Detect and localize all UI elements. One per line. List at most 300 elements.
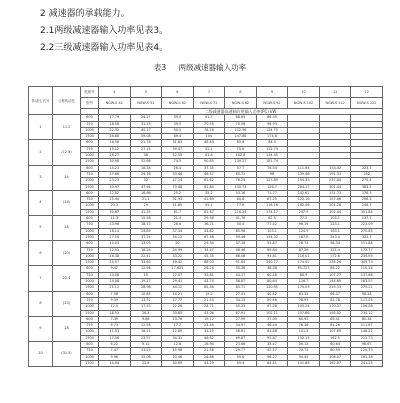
input-power-table bbox=[28, 86, 383, 367]
power-cell: 80.64 bbox=[256, 279, 288, 285]
power-cell: 15.58 bbox=[130, 216, 162, 222]
power-cell: 174.17 bbox=[256, 209, 288, 215]
power-cell: 122.16 bbox=[288, 197, 320, 203]
power-cell: 14.21 bbox=[162, 291, 194, 297]
power-cell: 24.89 bbox=[130, 228, 162, 234]
speed-cell: 1500 bbox=[81, 134, 99, 140]
power-cell: 45.35 bbox=[193, 253, 225, 259]
speed-cell: 1000 bbox=[81, 203, 99, 209]
power-cell: 301.44 bbox=[319, 184, 351, 190]
power-cell: 46.57 bbox=[193, 171, 225, 177]
power-cell: 116.16 bbox=[256, 203, 288, 209]
power-cell: 284.17 bbox=[288, 184, 320, 190]
power-cell: 27.16 bbox=[99, 234, 131, 240]
power-cell: 61.7 bbox=[193, 115, 225, 121]
power-cell: 36 bbox=[130, 153, 162, 159]
power-cell: 11.53 bbox=[99, 329, 131, 335]
power-cell: 19.12 bbox=[99, 146, 131, 152]
power-cell: 62.5 bbox=[256, 216, 288, 222]
power-cell: 156.08 bbox=[351, 304, 383, 310]
power-cell: 12.5 bbox=[99, 304, 131, 310]
power-cell: 56.13 bbox=[288, 341, 320, 347]
power-cell: 103.1 bbox=[256, 228, 288, 234]
power-cell: 31.93 bbox=[162, 197, 194, 203]
ratio-code-cell: 3 bbox=[29, 165, 53, 190]
power-cell: 41.35 bbox=[130, 209, 162, 215]
power-cell: 50.46 bbox=[256, 297, 288, 303]
power-cell: 29.56 bbox=[193, 216, 225, 222]
power-cell: 13.52 bbox=[130, 297, 162, 303]
power-cell: 147.88 bbox=[225, 134, 257, 140]
power-cell: 206.5 bbox=[351, 197, 383, 203]
power-cell: 15.06 bbox=[130, 354, 162, 360]
header-size-label: 机座号 bbox=[81, 87, 99, 98]
speed-cell: 1500 bbox=[81, 335, 99, 341]
header-model-3: NGW-S 72 bbox=[193, 98, 225, 109]
ratio-code-cell: 8 bbox=[29, 291, 53, 316]
speed-cell: 1500 bbox=[81, 260, 99, 266]
speed-cell: 600 bbox=[81, 216, 99, 222]
power-cell: 17.66 bbox=[99, 171, 131, 177]
power-cell: 52.55 bbox=[162, 153, 194, 159]
speed-cell: 600 bbox=[81, 165, 99, 171]
power-cell: 17.79 bbox=[99, 115, 131, 121]
power-cell: 59.08 bbox=[130, 134, 162, 140]
power-cell: 76.24 bbox=[225, 178, 257, 184]
power-cell: 22.32 bbox=[99, 127, 131, 133]
power-cell: 140.77 bbox=[256, 260, 288, 266]
speed-cell: 750 bbox=[81, 297, 99, 303]
power-cell: 174.8 bbox=[256, 134, 288, 140]
power-cell: 34.97 bbox=[225, 323, 257, 329]
power-cell: 17.2 bbox=[162, 323, 194, 329]
power-cell: 32 bbox=[130, 178, 162, 184]
power-cell: 162.07 bbox=[319, 360, 351, 366]
power-cell: 12.58 bbox=[130, 323, 162, 329]
power-cell: 7.47 bbox=[99, 348, 131, 354]
power-cell: 29.41 bbox=[162, 279, 194, 285]
power-cell: 55.1 bbox=[193, 203, 225, 209]
power-cell: 41.85 bbox=[162, 203, 194, 209]
power-cell: 27.15 bbox=[130, 146, 162, 152]
power-cell: 17.625 bbox=[162, 266, 194, 272]
power-cell: 65.96 bbox=[225, 228, 257, 234]
power-cell: 112.74 bbox=[256, 146, 288, 152]
power-cell: 49.42 bbox=[162, 260, 194, 266]
power-cell: 43.29 bbox=[193, 360, 225, 366]
header-model-5: NGW-S 92 bbox=[256, 98, 288, 109]
power-cell: 96.19 bbox=[288, 222, 320, 228]
power-cell: 12.96 bbox=[130, 266, 162, 272]
power-cell: 30.67 bbox=[99, 209, 131, 215]
power-cell: 124.9 bbox=[288, 228, 320, 234]
intro-line-3: 2.2三级减速器输入功率见表4。 bbox=[40, 43, 169, 53]
power-cell: 215.53 bbox=[319, 285, 351, 291]
power-cell: 9.96 bbox=[99, 354, 131, 360]
power-cell: 61.6 bbox=[193, 153, 225, 159]
power-cell: 77.2 bbox=[288, 216, 320, 222]
power-cell: 66.08 bbox=[225, 253, 257, 259]
power-cell: 91.64 bbox=[225, 260, 257, 266]
header-size-1: 5 bbox=[130, 87, 162, 98]
nominal-ratio-cell: (12.5) bbox=[53, 140, 81, 165]
power-cell: 124.75 bbox=[256, 127, 288, 133]
power-cell: 65.727 bbox=[288, 266, 320, 272]
header-size-2: 6 bbox=[162, 87, 194, 98]
power-cell: 96.93 bbox=[256, 121, 288, 127]
ratio-code-cell: 4 bbox=[29, 190, 53, 215]
power-cell: 80.34 bbox=[351, 316, 383, 322]
power-cell: 223.09 bbox=[351, 222, 383, 228]
power-cell: 7.39 bbox=[99, 316, 131, 322]
power-cell: 322.7 bbox=[351, 234, 383, 240]
header-nominal-ratio: 公称传动比 bbox=[53, 87, 81, 115]
header-row-sizes bbox=[29, 87, 383, 98]
power-cell: 41.76 bbox=[225, 216, 257, 222]
power-cell: 69.4 bbox=[162, 134, 194, 140]
power-cell: 77.6 bbox=[225, 203, 257, 209]
power-cell: 21.53 bbox=[193, 297, 225, 303]
power-cell: 46.82 bbox=[193, 335, 225, 341]
power-cell: 98.28 bbox=[351, 291, 383, 297]
power-cell: 78.93 bbox=[288, 297, 320, 303]
power-cell: 86.9 bbox=[288, 272, 320, 278]
power-cell: 81.87 bbox=[193, 209, 225, 215]
power-cell: 50.4 bbox=[225, 222, 257, 228]
power-cell: 252 bbox=[351, 171, 383, 177]
power-cell: 248.7 bbox=[351, 203, 383, 209]
power-cell: 15.44 bbox=[99, 197, 131, 203]
ratio-code-cell: 10 bbox=[29, 341, 53, 366]
power-cell: 26.88 bbox=[99, 134, 131, 140]
power-cell: 11.3 bbox=[99, 216, 131, 222]
power-cell: 67.28 bbox=[256, 304, 288, 310]
header-model-8: NGW-S 122 bbox=[351, 98, 383, 109]
power-cell: 17.53 bbox=[130, 304, 162, 310]
power-cell: 22.07 bbox=[162, 272, 194, 278]
power-cell: 7.98 bbox=[99, 291, 131, 297]
power-cell: 46.44 bbox=[256, 323, 288, 329]
power-cell: 134.45 bbox=[256, 153, 288, 159]
power-cell: 126.7 bbox=[256, 184, 288, 190]
power-cell: 14.08 bbox=[99, 279, 131, 285]
power-cell: 60.6 bbox=[225, 197, 257, 203]
nominal-ratio-cell: 28 bbox=[53, 316, 81, 341]
power-cell: 30.97 bbox=[99, 184, 131, 190]
power-cell: 165.52 bbox=[319, 310, 351, 316]
power-cell: 10.03 bbox=[99, 241, 131, 247]
power-cell: 102.61 bbox=[288, 190, 320, 196]
power-cell: 67.48 bbox=[193, 234, 225, 240]
power-cell: 50.5 bbox=[162, 127, 194, 133]
header-size-4: 8 bbox=[225, 87, 257, 98]
power-cell: 85.71 bbox=[225, 285, 257, 291]
power-cell: 23.23 bbox=[99, 178, 131, 184]
power-cell: 183.57 bbox=[351, 279, 383, 285]
power-cell: 33.47 bbox=[256, 341, 288, 347]
power-cell: 28.98 bbox=[130, 285, 162, 291]
power-cell: 26.24 bbox=[193, 266, 225, 272]
power-cell: 110.37 bbox=[319, 304, 351, 310]
power-cell: 19.2 bbox=[193, 291, 225, 297]
power-cell: 43.06 bbox=[193, 310, 225, 316]
power-cell: 23.66 bbox=[225, 341, 257, 347]
power-cell: 8.73 bbox=[99, 323, 131, 329]
power-cell: 13.76 bbox=[162, 316, 194, 322]
power-cell: 24.57 bbox=[99, 260, 131, 266]
power-cell: 15 bbox=[130, 272, 162, 278]
power-cell: 47.94 bbox=[130, 184, 162, 190]
power-cell: 139.46 bbox=[288, 171, 320, 177]
power-cell: 21.78 bbox=[130, 140, 162, 146]
power-cell: 102.11 bbox=[256, 310, 288, 316]
power-cell: 30.98 bbox=[99, 159, 131, 165]
speed-cell: 1500 bbox=[81, 209, 99, 215]
intro-line-2: 2.1两级减速器输入功率见表3。 bbox=[40, 26, 169, 36]
speed-cell: 1000 bbox=[81, 354, 99, 360]
power-cell: 191.33 bbox=[319, 171, 351, 177]
power-cell: 59.4 bbox=[225, 360, 257, 366]
power-cell: 77.52 bbox=[256, 222, 288, 228]
ratio-code-cell: 7 bbox=[29, 266, 53, 291]
header-power-caption: 二级减速器高速轴许用输入功率(P1) kW bbox=[99, 109, 383, 115]
table-caption: 两级减速器输入功率 bbox=[178, 63, 247, 72]
power-cell: 15.98 bbox=[162, 348, 194, 354]
power-cell: 76.16 bbox=[288, 323, 320, 329]
nominal-ratio-cell: (20) bbox=[53, 241, 81, 266]
power-cell: 157.06 bbox=[319, 197, 351, 203]
power-cell: 23.44 bbox=[193, 323, 225, 329]
power-cell: 144.69 bbox=[319, 279, 351, 285]
power-cell: 24.27 bbox=[130, 115, 162, 121]
power-cell: 28.71 bbox=[193, 304, 225, 310]
power-cell: 16.58 bbox=[99, 140, 131, 146]
header-model-0: NGW-S 42 bbox=[99, 98, 131, 109]
header-ratio-code: 传动比 代号 bbox=[29, 87, 53, 115]
power-cell: 60.64 bbox=[319, 341, 351, 347]
speed-cell: 750 bbox=[81, 171, 99, 177]
power-cell: 94.45 bbox=[288, 354, 320, 360]
power-cell: 235.26 bbox=[319, 260, 351, 266]
power-cell: 74.5 bbox=[162, 159, 194, 165]
power-cell: 36.71 bbox=[193, 222, 225, 228]
speed-cell: 750 bbox=[81, 222, 99, 228]
power-cell: 40.42 bbox=[256, 291, 288, 297]
power-cell: 55.87 bbox=[256, 241, 288, 247]
power-cell: 154.33 bbox=[288, 178, 320, 184]
speed-cell: 1000 bbox=[81, 279, 99, 285]
power-cell: 22.89 bbox=[162, 329, 194, 335]
speed-cell: 600 bbox=[81, 190, 99, 196]
power-cell: 130.73 bbox=[225, 184, 257, 190]
power-cell: 21.1 bbox=[130, 197, 162, 203]
power-cell: 78.16 bbox=[193, 127, 225, 133]
power-cell: 16.21 bbox=[130, 329, 162, 335]
speed-cell: 750 bbox=[81, 121, 99, 127]
power-cell: 35.36 bbox=[225, 266, 257, 272]
power-cell: 75.6 bbox=[225, 146, 257, 152]
power-cell: 47.14 bbox=[162, 178, 194, 184]
header-model-1: NGW-S 52 bbox=[130, 98, 162, 109]
power-cell: 383.5 bbox=[351, 184, 383, 190]
power-cell: 93.81 bbox=[256, 253, 288, 259]
power-cell: 44.17 bbox=[225, 272, 257, 278]
power-cell: 35.2 bbox=[193, 190, 225, 196]
power-cell: 26.4 bbox=[162, 165, 194, 171]
power-cell: 117.05 bbox=[351, 297, 383, 303]
power-cell: 22.41 bbox=[130, 253, 162, 259]
power-cell: 20 bbox=[162, 241, 194, 247]
power-cell: 65.58 bbox=[193, 285, 225, 291]
nominal-ratio-cell: 22.4 bbox=[53, 266, 81, 291]
power-cell: 39.47 bbox=[162, 146, 194, 152]
power-cell: 121.4 bbox=[319, 247, 351, 253]
power-cell: 111.67 bbox=[351, 323, 383, 329]
power-cell: 18.53 bbox=[99, 310, 131, 316]
power-cell: 141.68 bbox=[288, 360, 320, 366]
speed-cell: 1500 bbox=[81, 285, 99, 291]
speed-cell: 1500 bbox=[81, 159, 99, 165]
nominal-ratio-cell: 11.2 bbox=[53, 115, 81, 140]
speed-cell: 1500 bbox=[81, 234, 99, 240]
power-cell: 76.74 bbox=[288, 241, 320, 247]
power-cell: 39.5 bbox=[162, 121, 194, 127]
power-cell: 39.6 bbox=[225, 354, 257, 360]
power-cell: 275.21 bbox=[351, 285, 383, 291]
power-cell: 108.07 bbox=[319, 354, 351, 360]
header-size-0: 4 bbox=[99, 87, 131, 98]
power-cell: 105.24 bbox=[288, 304, 320, 310]
power-cell: 172.77 bbox=[351, 247, 383, 253]
power-cell: 247.9 bbox=[288, 209, 320, 215]
power-cell: 68.03 bbox=[193, 260, 225, 266]
power-cell: 98 bbox=[256, 171, 288, 177]
power-cell: 12.51 bbox=[99, 247, 131, 253]
power-cell: 46.61 bbox=[225, 329, 257, 335]
power-cell: 60.92 bbox=[288, 316, 320, 322]
power-cell: 24.16 bbox=[130, 171, 162, 177]
power-cell: 152.13 bbox=[288, 335, 320, 341]
power-cell: 11.25 bbox=[130, 348, 162, 354]
power-cell: 28.86 bbox=[193, 354, 225, 360]
power-cell: 9.12 bbox=[130, 341, 162, 347]
speed-cell: 750 bbox=[81, 146, 99, 152]
speed-cell: 600 bbox=[81, 266, 99, 272]
ratio-code-cell: 2 bbox=[29, 140, 53, 165]
power-cell: 29.77 bbox=[225, 348, 257, 354]
power-cell: 31.15 bbox=[130, 121, 162, 127]
power-cell: 87.26 bbox=[288, 247, 320, 253]
speed-cell: 750 bbox=[81, 323, 99, 329]
power-cell: 102.8 bbox=[225, 153, 257, 159]
intro-text bbox=[40, 6, 168, 57]
power-cell: 27.99 bbox=[225, 316, 257, 322]
power-cell: 137.7 bbox=[351, 216, 383, 222]
power-cell: 82.78 bbox=[319, 297, 351, 303]
power-cell: 70.73 bbox=[288, 348, 320, 354]
power-cell: 175.03 bbox=[288, 285, 320, 291]
speed-cell: 750 bbox=[81, 272, 99, 278]
power-cell: 9.42 bbox=[99, 266, 131, 272]
power-cell: 162.5 bbox=[319, 335, 351, 341]
header-model-6: NGW-S 102 bbox=[288, 98, 320, 109]
power-cell: 37.18 bbox=[225, 241, 257, 247]
power-cell: 66.37 bbox=[319, 291, 351, 297]
power-cell: 37.05 bbox=[256, 316, 288, 322]
power-cell: 26.27 bbox=[99, 153, 131, 159]
power-cell: 61.7 bbox=[162, 209, 194, 215]
speed-cell: 750 bbox=[81, 197, 99, 203]
power-cell: 102.56 bbox=[225, 127, 257, 133]
power-cell: 43.74 bbox=[193, 279, 225, 285]
power-cell: 70.56 bbox=[225, 121, 257, 127]
power-cell: 56.27 bbox=[256, 354, 288, 360]
power-cell: 26.6 bbox=[162, 222, 194, 228]
power-cell: 34.31 bbox=[162, 335, 194, 341]
power-cell: 107.77 bbox=[319, 272, 351, 278]
power-cell: 71.77 bbox=[256, 190, 288, 196]
speed-cell: 600 bbox=[81, 140, 99, 146]
power-cell: 222.73 bbox=[351, 335, 383, 341]
header-row-models bbox=[29, 98, 383, 109]
power-cell: 20.3 bbox=[99, 203, 131, 209]
power-cell: 31.65 bbox=[162, 140, 194, 146]
ratio-code-cell: 6 bbox=[29, 241, 53, 266]
table-title bbox=[0, 62, 400, 73]
power-cell: 52.1 bbox=[193, 146, 225, 152]
power-cell: 41.69 bbox=[193, 197, 225, 203]
power-cell: 9.86 bbox=[130, 316, 162, 322]
header-model-2: NGW-S 62 bbox=[162, 98, 194, 109]
power-cell: 157.86 bbox=[288, 310, 320, 316]
power-cell: 13.03 bbox=[130, 241, 162, 247]
nominal-ratio-cell: 14 bbox=[53, 165, 81, 190]
power-cell: 42.57 bbox=[256, 348, 288, 354]
power-cell: 110.14 bbox=[351, 266, 383, 272]
power-cell: 120.95 bbox=[256, 285, 288, 291]
power-cell: 30.69 bbox=[162, 360, 194, 366]
header-size-5: 9 bbox=[256, 87, 288, 98]
table-number: 表3 bbox=[153, 63, 167, 72]
power-cell: 63.15 bbox=[288, 291, 320, 297]
power-cell: 61.62 bbox=[193, 178, 225, 184]
power-cell: 86.22 bbox=[319, 266, 351, 272]
power-cell: 161.38 bbox=[351, 354, 383, 360]
power-cell: 21.56 bbox=[193, 348, 225, 354]
power-cell: 275.4 bbox=[351, 178, 383, 184]
power-cell: 163.1 bbox=[319, 228, 351, 234]
power-cell: 40.17 bbox=[130, 127, 162, 133]
speed-cell: 1000 bbox=[81, 178, 99, 184]
power-cell: 120.73 bbox=[351, 348, 383, 354]
power-cell: 16.66 bbox=[130, 190, 162, 196]
power-cell: 27.41 bbox=[225, 291, 257, 297]
power-cell: 25.2 bbox=[162, 190, 194, 196]
power-cell: 14.94 bbox=[99, 360, 131, 366]
nominal-ratio-cell: 18 bbox=[53, 216, 81, 241]
power-cell: 98.34 bbox=[319, 241, 351, 247]
speed-cell: 1000 bbox=[81, 127, 99, 133]
power-cell: 80.59 bbox=[319, 348, 351, 354]
power-cell: 151.88 bbox=[351, 241, 383, 247]
power-cell: 37.24 bbox=[130, 234, 162, 240]
header-model-7: NGW-S 112 bbox=[319, 98, 351, 109]
power-cell: 153.42 bbox=[319, 165, 351, 171]
power-cell: 99.48 bbox=[225, 234, 257, 240]
speed-cell: 600 bbox=[81, 316, 99, 322]
power-cell: 103.1 bbox=[319, 216, 351, 222]
power-cell: 19.12 bbox=[193, 316, 225, 322]
